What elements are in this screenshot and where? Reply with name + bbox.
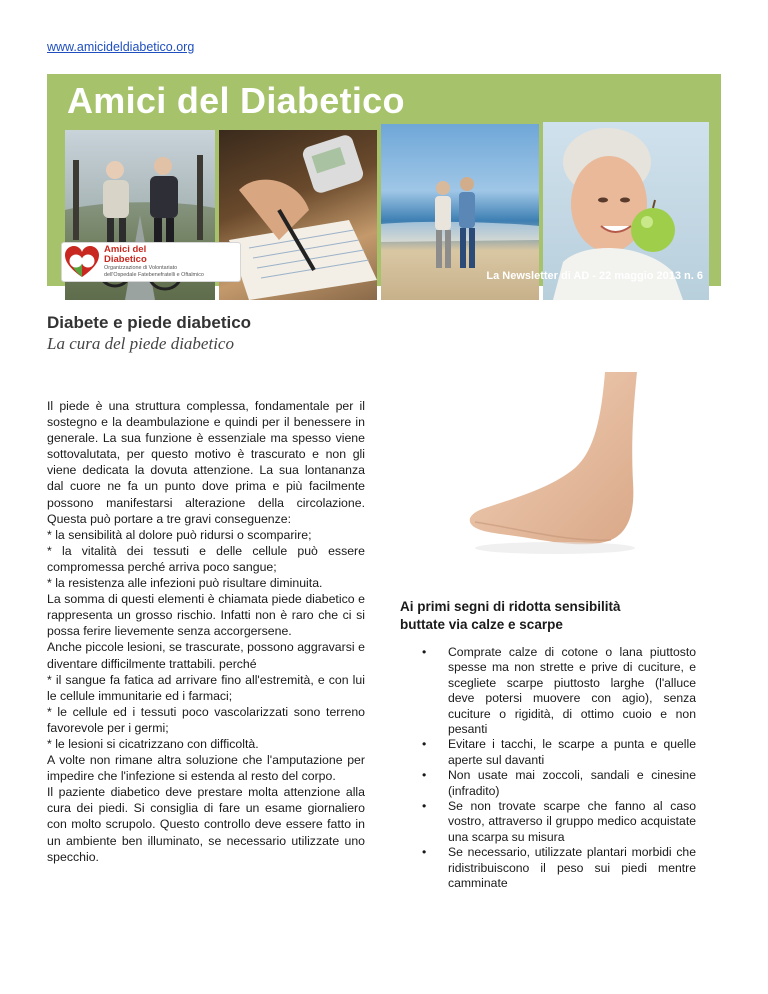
tips-list (400, 645, 696, 892)
article-paragraph: Il piede è una struttura complessa, fondamentale per il sostegno e la deambulazione e quindi per il benessere in generale. La sua funzione è essenziale ma spesso viene sottovalutata, per questo motivo è trascurato e non gli viene dedicata la dovuta attenzione. La sua lontananza dal cuore ne fa un punto dove prima e più facilmente possono manifestarsi alterazione della circolazione. Questa può portare a tre gravi conseguenze: (47, 399, 365, 526)
list-item (400, 737, 696, 768)
article-paragraph: Il paziente diabetico deve prestare molta attenzione alla cura dei piedi. Si consiglia di fare un esame giornaliero con molto scrupolo. Questo controllo deve essere fatto in un ambiente ben illuminato, se necessario utilizzate uno specchio. (47, 785, 365, 864)
tip-text: Se necessario, utilizzate plantari morbidi che ridistribuiscono il peso sui piedi mentre camminate (448, 845, 696, 891)
sidebar-title: Ai primi segni di ridotta sensibilità buttate via calze e scarpe (400, 599, 621, 632)
bullet-icon: • (422, 799, 427, 814)
tip-text: Comprate calze di cotone o lana piuttosto spesse ma non strette e prive di cuciture, e scegliete scarpe piuttosto larghe (l'alluce deve potersi muovere con agio), senza cuciture o rigidità, di ottimo cuoio e non pesanti (448, 645, 696, 737)
header-banner (47, 74, 721, 286)
site-url-link[interactable]: www.amicideldiabetico.org (47, 40, 195, 54)
logo-name-line2: Diabetico (104, 254, 147, 265)
tip-text: Evitare i tacchi, le scarpe a punta e quelle aperte sul davanti (448, 737, 696, 767)
article-subtitle: La cura del piede diabetico (47, 334, 234, 353)
list-item (400, 645, 696, 737)
article-paragraph: * la resistenza alle infezioni può risultare diminuita. (47, 576, 323, 591)
article-paragraph: * la sensibilità al dolore può ridursi o scomparire; (47, 527, 312, 542)
newsletter-issue: La Newsletter di AD - 22 maggio 2013 n. 6 (486, 270, 703, 282)
article-paragraph: * le cellule ed i tessuti poco vascolarizzati sono terreno favorevole per i germi; (47, 704, 365, 735)
article-paragraph: A volte non rimane altra soluzione che l'amputazione per impedire che l'infezione si estenda al resto del corpo. (47, 753, 365, 784)
bullet-icon: • (422, 768, 427, 783)
bullet-icon: • (422, 645, 427, 659)
article-body (47, 398, 365, 865)
article-title: Diabete e piede diabetico (47, 313, 252, 332)
bullet-icon: • (422, 737, 427, 752)
logo-sub-line1: Organizzazione di Volontariato (104, 265, 178, 271)
article-paragraph: Anche piccole lesioni, se trascurate, possono aggravarsi e diventare difficilmente trattabili. perché (47, 640, 365, 671)
banner-title: Amici del Diabetico (67, 80, 405, 121)
tip-text: Se non trovate scarpe che fanno al caso vostro, attraverso il gruppo medico acquistate una scarpa su misura (448, 799, 696, 844)
article-paragraph: * il sangue fa fatica ad arrivare fino all'estremità, e con lui le cellule immunitarie ed i farmaci; (47, 672, 365, 703)
bullet-icon: • (422, 845, 427, 860)
photo-foot (455, 372, 655, 572)
logo-heart-icon (65, 246, 99, 278)
list-item (400, 799, 696, 845)
organization-logo (61, 242, 241, 282)
article-paragraph: La somma di questi elementi è chiamata piede diabetico e rappresenta un grosso rischio. Infatti non è raro che ci si possa ferire lievemente senza accorgersene. (47, 592, 365, 639)
photo-glucose-meter (219, 130, 377, 300)
article-paragraph: * la vitalità dei tessuti e delle cellule può essere compromessa perché arriva poco sangue; (47, 543, 365, 574)
logo-name-line1: Amici del (104, 244, 147, 255)
tip-text: Non usate mai zoccoli, sandali e cinesine (infradito) (448, 768, 696, 798)
list-item (400, 768, 696, 799)
logo-sub-line2: dell'Ospedale Fatebenefratelli e Oftalmico (104, 271, 204, 278)
article-paragraph: * le lesioni si cicatrizzano con difficoltà. (47, 736, 259, 751)
list-item (400, 845, 696, 891)
